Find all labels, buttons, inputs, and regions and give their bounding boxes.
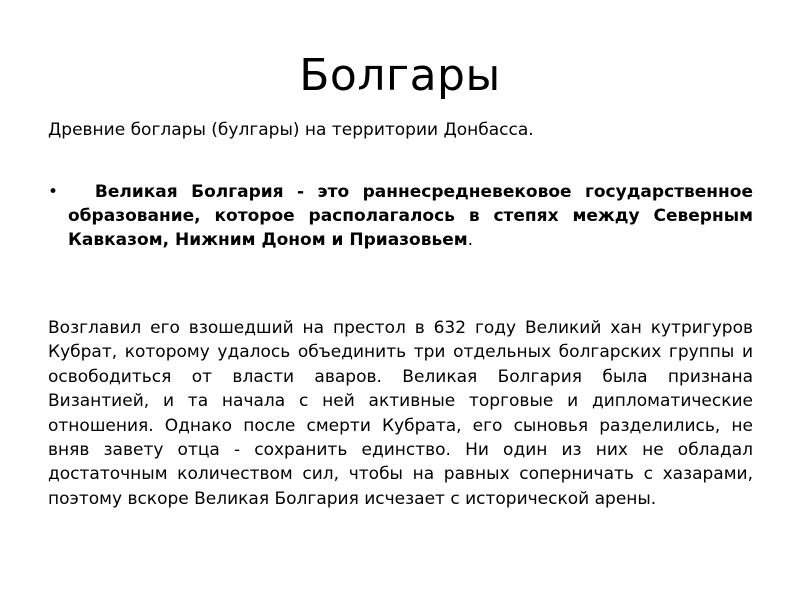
slide-subtitle: Древние боглары (булгары) на территории Донбасса. [48, 120, 534, 140]
bullet-bold-text: Великая Болгария - это раннесредневековое государственное образование, которое располагалось в степях между Северным Кавказом, Нижним Доном и Приазовьем [68, 182, 759, 250]
bullet-item [48, 180, 759, 252]
bullet-text [68, 180, 759, 252]
bullet-trailing-text: . [467, 230, 474, 250]
body-paragraph: Возглавил его взошедший на престол в 632 году Великий хан кутригуров Кубрат, которому удалось объединить три отдельных болгарских группы и освободиться от власти аваров. Великая Болгария была признана Византией, и та начала с ней активные торговые и дипломатические отношения. Однако после смерти Кубрата, его сыновья разделились, не вняв завету отца - сохранить единство. Ни один из них не обладал достаточным количеством сил, чтобы на равных соперничать с хазарами, поэтому вскоре Великая Болгария исчезает с исторической арены. [48, 318, 781, 509]
bullet-marker-icon: • [48, 182, 59, 202]
slide-title: Болгары [299, 50, 501, 101]
